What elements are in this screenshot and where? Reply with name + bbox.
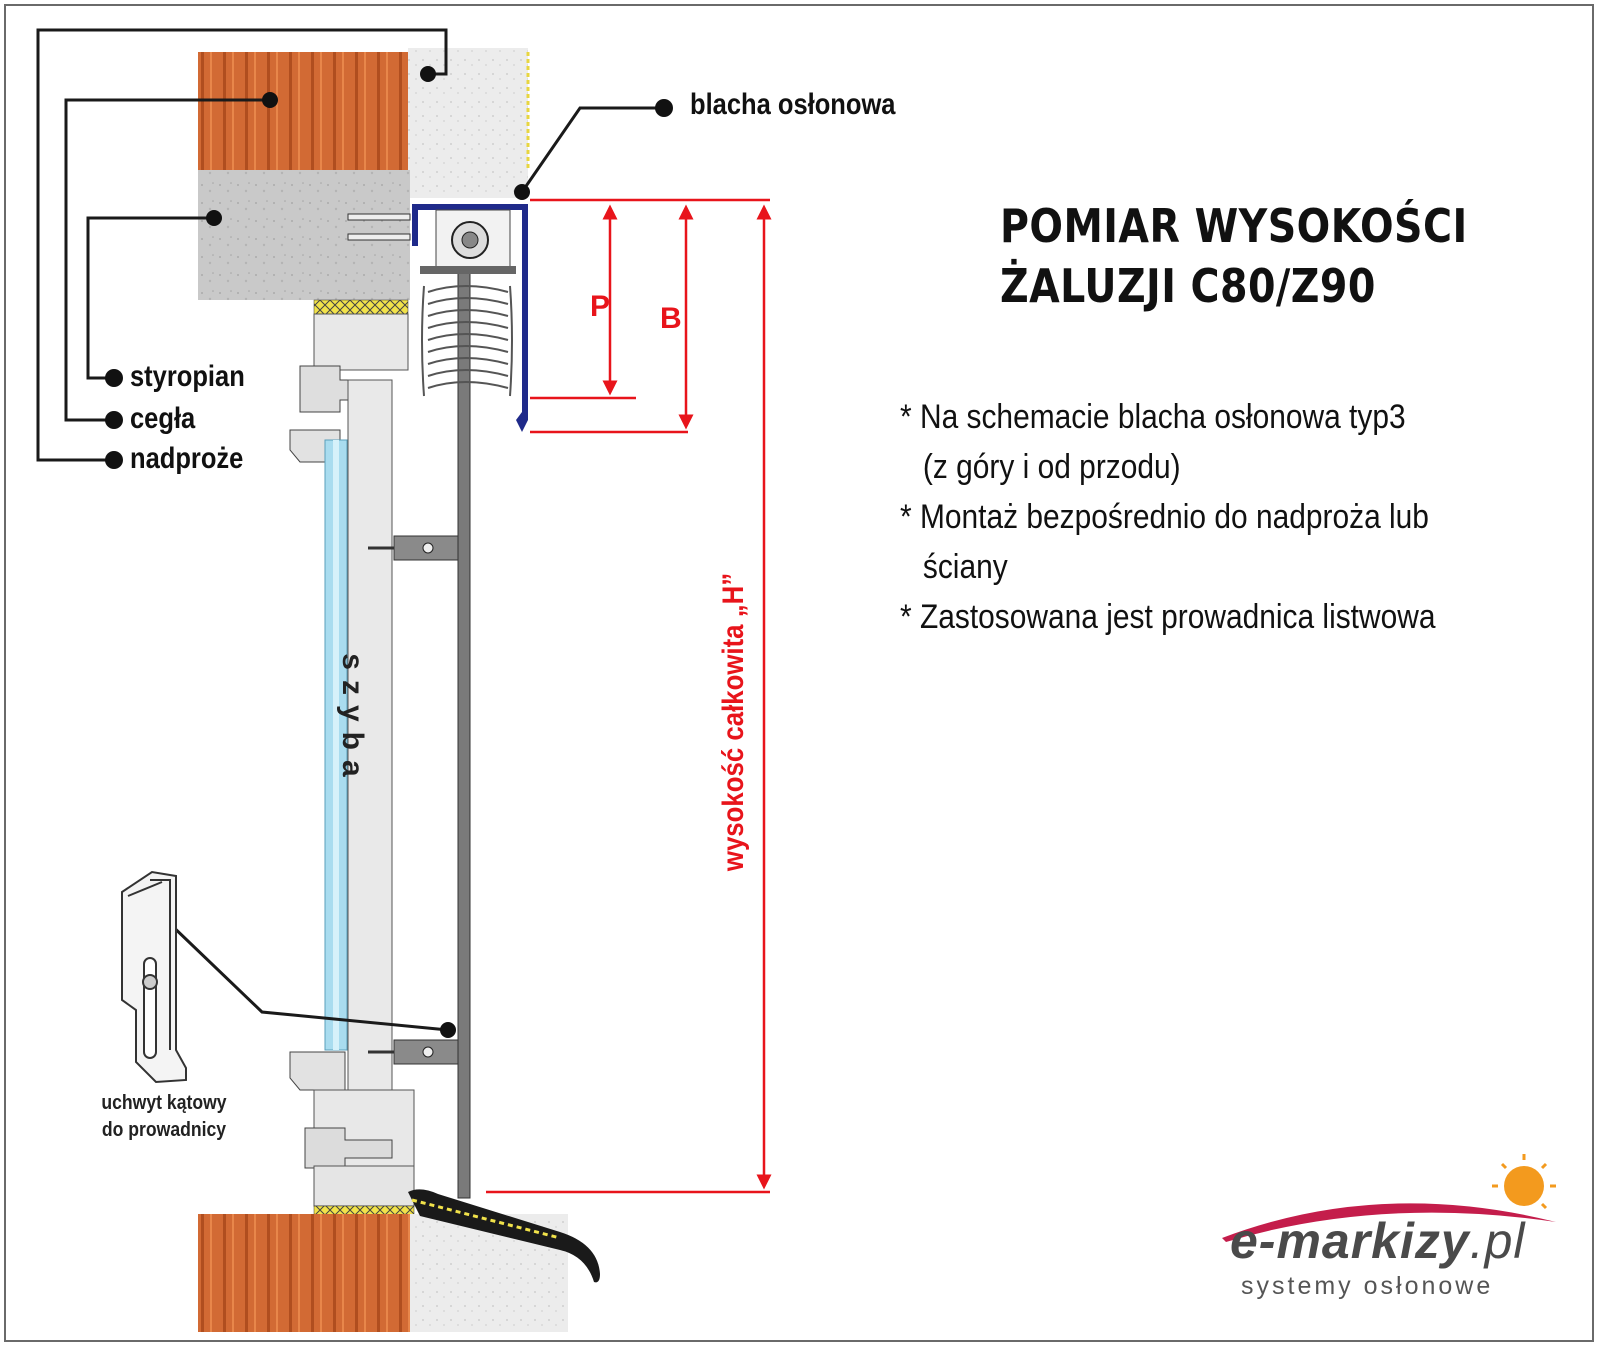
angle-bracket-illustration [122,872,186,1082]
top-seal [314,300,408,314]
label-uchwyt-line1: uchwyt kątowy [101,1092,227,1114]
page-title [1000,196,1468,316]
title-line-1: POMIAR WYSOKOŚCI [1000,199,1468,253]
notes-list [900,392,1435,642]
logo-tld: .pl [1469,1213,1526,1269]
guide-rail [458,270,470,1198]
note-2: * Montaż bezpośrednio do nadproża lub [900,498,1429,536]
label-uchwyt-line2: do prowadnicy [101,1119,227,1141]
logo-name: e-markizy [1230,1213,1470,1269]
label-szyba: szyba [336,653,369,787]
dimension-p-label: P [590,290,611,323]
label-cegla: cegła [130,402,196,435]
dimension-b-label: B [660,302,682,335]
label-blacha-oslonowa: blacha osłonowa [690,88,896,121]
lower-brick [198,1214,410,1332]
dimension-h-label: wysokość całkowita „H” [717,572,750,872]
title-line-2: ŻALUZJI C80/Z90 [1000,259,1376,313]
label-nadproze: nadproże [130,442,244,475]
label-styropian: styropian [130,360,245,393]
note-1-cont: (z góry i od przodu) [922,448,1181,486]
logo-text [1230,1212,1526,1270]
upper-brick [198,52,408,170]
note-1: * Na schemacie blacha osłonowa typ3 [900,398,1406,436]
label-uchwyt [94,1090,235,1144]
logo-tagline: systemy osłonowe [1241,1272,1494,1300]
note-3: * Zastosowana jest prowadnica listwowa [900,598,1436,636]
note-2-cont: ściany [922,548,1008,586]
